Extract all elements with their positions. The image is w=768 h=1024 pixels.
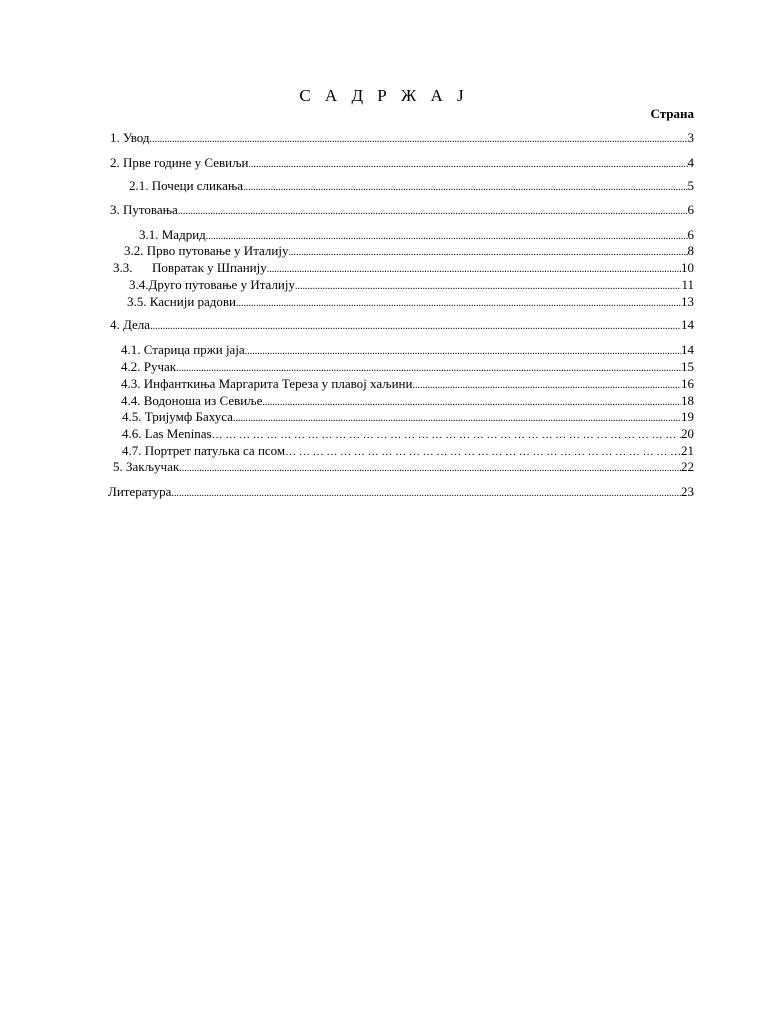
- toc-entry-title: Увод: [123, 130, 150, 145]
- toc-entry-title: Las Meninas: [144, 426, 212, 441]
- toc-entry: [129, 277, 694, 295]
- page-column-label: Страна: [650, 106, 694, 121]
- toc-entry: [122, 409, 694, 427]
- toc-entry-page: 3: [687, 130, 694, 145]
- toc-entry-title: Инфанткиња Маргарита Тереза у плавој хаљини: [143, 376, 413, 391]
- toc-entry-page: 10: [681, 260, 694, 275]
- toc-entry-page: 18: [681, 393, 694, 408]
- toc-entry-title: Друго путовање у Италију: [148, 277, 295, 292]
- toc-entry-title: Каснији радови: [149, 294, 237, 309]
- toc-entry-page: 11: [681, 277, 694, 292]
- toc-entry-page: 19: [681, 409, 694, 424]
- toc-leader-dots: [249, 157, 688, 173]
- toc-entry-page: 15: [681, 359, 694, 374]
- toc-entry-page: 6: [687, 202, 694, 217]
- toc-entry: [121, 359, 694, 377]
- toc-leader-dots: [412, 378, 681, 394]
- toc-entry-number: 2.1.: [129, 178, 152, 193]
- toc-entry: [127, 294, 694, 312]
- toc-entry-page: 6: [687, 227, 694, 242]
- toc-entry-title: Литература: [108, 484, 172, 499]
- toc-leader-dots: [233, 411, 681, 427]
- toc-entry-page: 8: [687, 243, 694, 258]
- toc-entry-page: 16: [681, 376, 694, 391]
- toc-leader-dots: [150, 319, 681, 335]
- toc-leader-dots: [176, 361, 681, 377]
- toc-leader-dots: [243, 180, 687, 196]
- toc-entry-number: 4.1.: [121, 342, 144, 357]
- toc-entry-title: Закључак: [126, 459, 180, 474]
- toc-entry-title: Водоноша из Севиље: [143, 393, 263, 408]
- toc-entry: [121, 342, 694, 360]
- toc-leader-dots: [267, 262, 681, 278]
- toc-entry-number: 3.3.: [113, 260, 152, 275]
- toc-leader-dots: [288, 245, 687, 261]
- toc-leader-dots: [178, 204, 688, 220]
- toc-leader-dots: [179, 461, 681, 477]
- toc-entry-title: Мадрид: [161, 227, 206, 242]
- toc-entry-page: 23: [681, 484, 694, 499]
- toc-entry-number: 1.: [110, 130, 123, 145]
- toc-entry-number: 4.2.: [121, 359, 144, 374]
- toc-entry: [121, 376, 694, 394]
- toc-entry-number: 3.4.: [129, 277, 149, 292]
- toc-entry-title: Прво путовање у Италију: [146, 243, 289, 258]
- toc-leader-dots: [236, 296, 681, 312]
- toc-entry: [122, 426, 694, 444]
- toc-entry-title: Повратак у Шпанију: [152, 260, 267, 275]
- toc-entry-title: Портрет патуљка са псом: [144, 443, 286, 458]
- toc-entry: [110, 130, 694, 148]
- toc-entry-title: Прве године у Севиљи: [123, 155, 249, 170]
- toc-entry-number: 4.3.: [121, 376, 144, 391]
- toc-leader-dots: [171, 486, 681, 502]
- toc-entry-number: 4.7.: [122, 443, 145, 458]
- toc-entry: [124, 243, 694, 261]
- toc-entry-number: 3.: [110, 202, 123, 217]
- toc-entry-page: 5: [687, 178, 694, 193]
- toc-entry-number: 4.4.: [121, 393, 144, 408]
- toc-entry-number: 4.6.: [122, 426, 145, 441]
- toc-entry: [129, 178, 694, 196]
- toc-entry-page: 14: [681, 317, 694, 332]
- toc-entry-page: 13: [681, 294, 694, 309]
- toc-entry-title: Ручак: [143, 359, 177, 374]
- toc-entry-page: 4: [687, 155, 694, 170]
- toc-entry-number: 3.1.: [139, 227, 162, 242]
- toc-entry-number: 5.: [113, 459, 126, 474]
- toc-entry: [113, 459, 694, 477]
- toc-entry-title: Дела: [123, 317, 151, 332]
- toc-entry-title: Тријумф Бахуса: [144, 409, 233, 424]
- toc-entry-title: Почеци сликања: [151, 178, 244, 193]
- toc-entry-page: 22: [681, 459, 694, 474]
- toc-entry: [108, 484, 694, 502]
- toc-entry-number: 4.: [110, 317, 123, 332]
- toc-leader-dots: [245, 344, 681, 360]
- toc-entry-page: 21: [681, 443, 694, 458]
- toc-leader-dots: [150, 132, 688, 148]
- toc-entry: [110, 155, 694, 173]
- toc-leader-dots: [295, 279, 681, 295]
- toc-entry: [110, 317, 694, 335]
- toc-entry: [113, 260, 694, 278]
- toc-entry: [110, 202, 694, 220]
- toc-leader-dots: [212, 427, 681, 444]
- toc-entry-number: 3.5.: [127, 294, 150, 309]
- toc-entry-title: Старица пржи јаја: [143, 342, 245, 357]
- toc-entry-number: 2.: [110, 155, 123, 170]
- page-title: С А Д Р Ж А Ј: [299, 86, 469, 105]
- toc-entry-title: Путовања: [123, 202, 178, 217]
- toc-entry-page: 14: [681, 342, 694, 357]
- toc-entry-number: 4.5.: [122, 409, 145, 424]
- toc-entry-page: 20: [681, 426, 694, 441]
- toc-entry-number: 3.2.: [124, 243, 147, 258]
